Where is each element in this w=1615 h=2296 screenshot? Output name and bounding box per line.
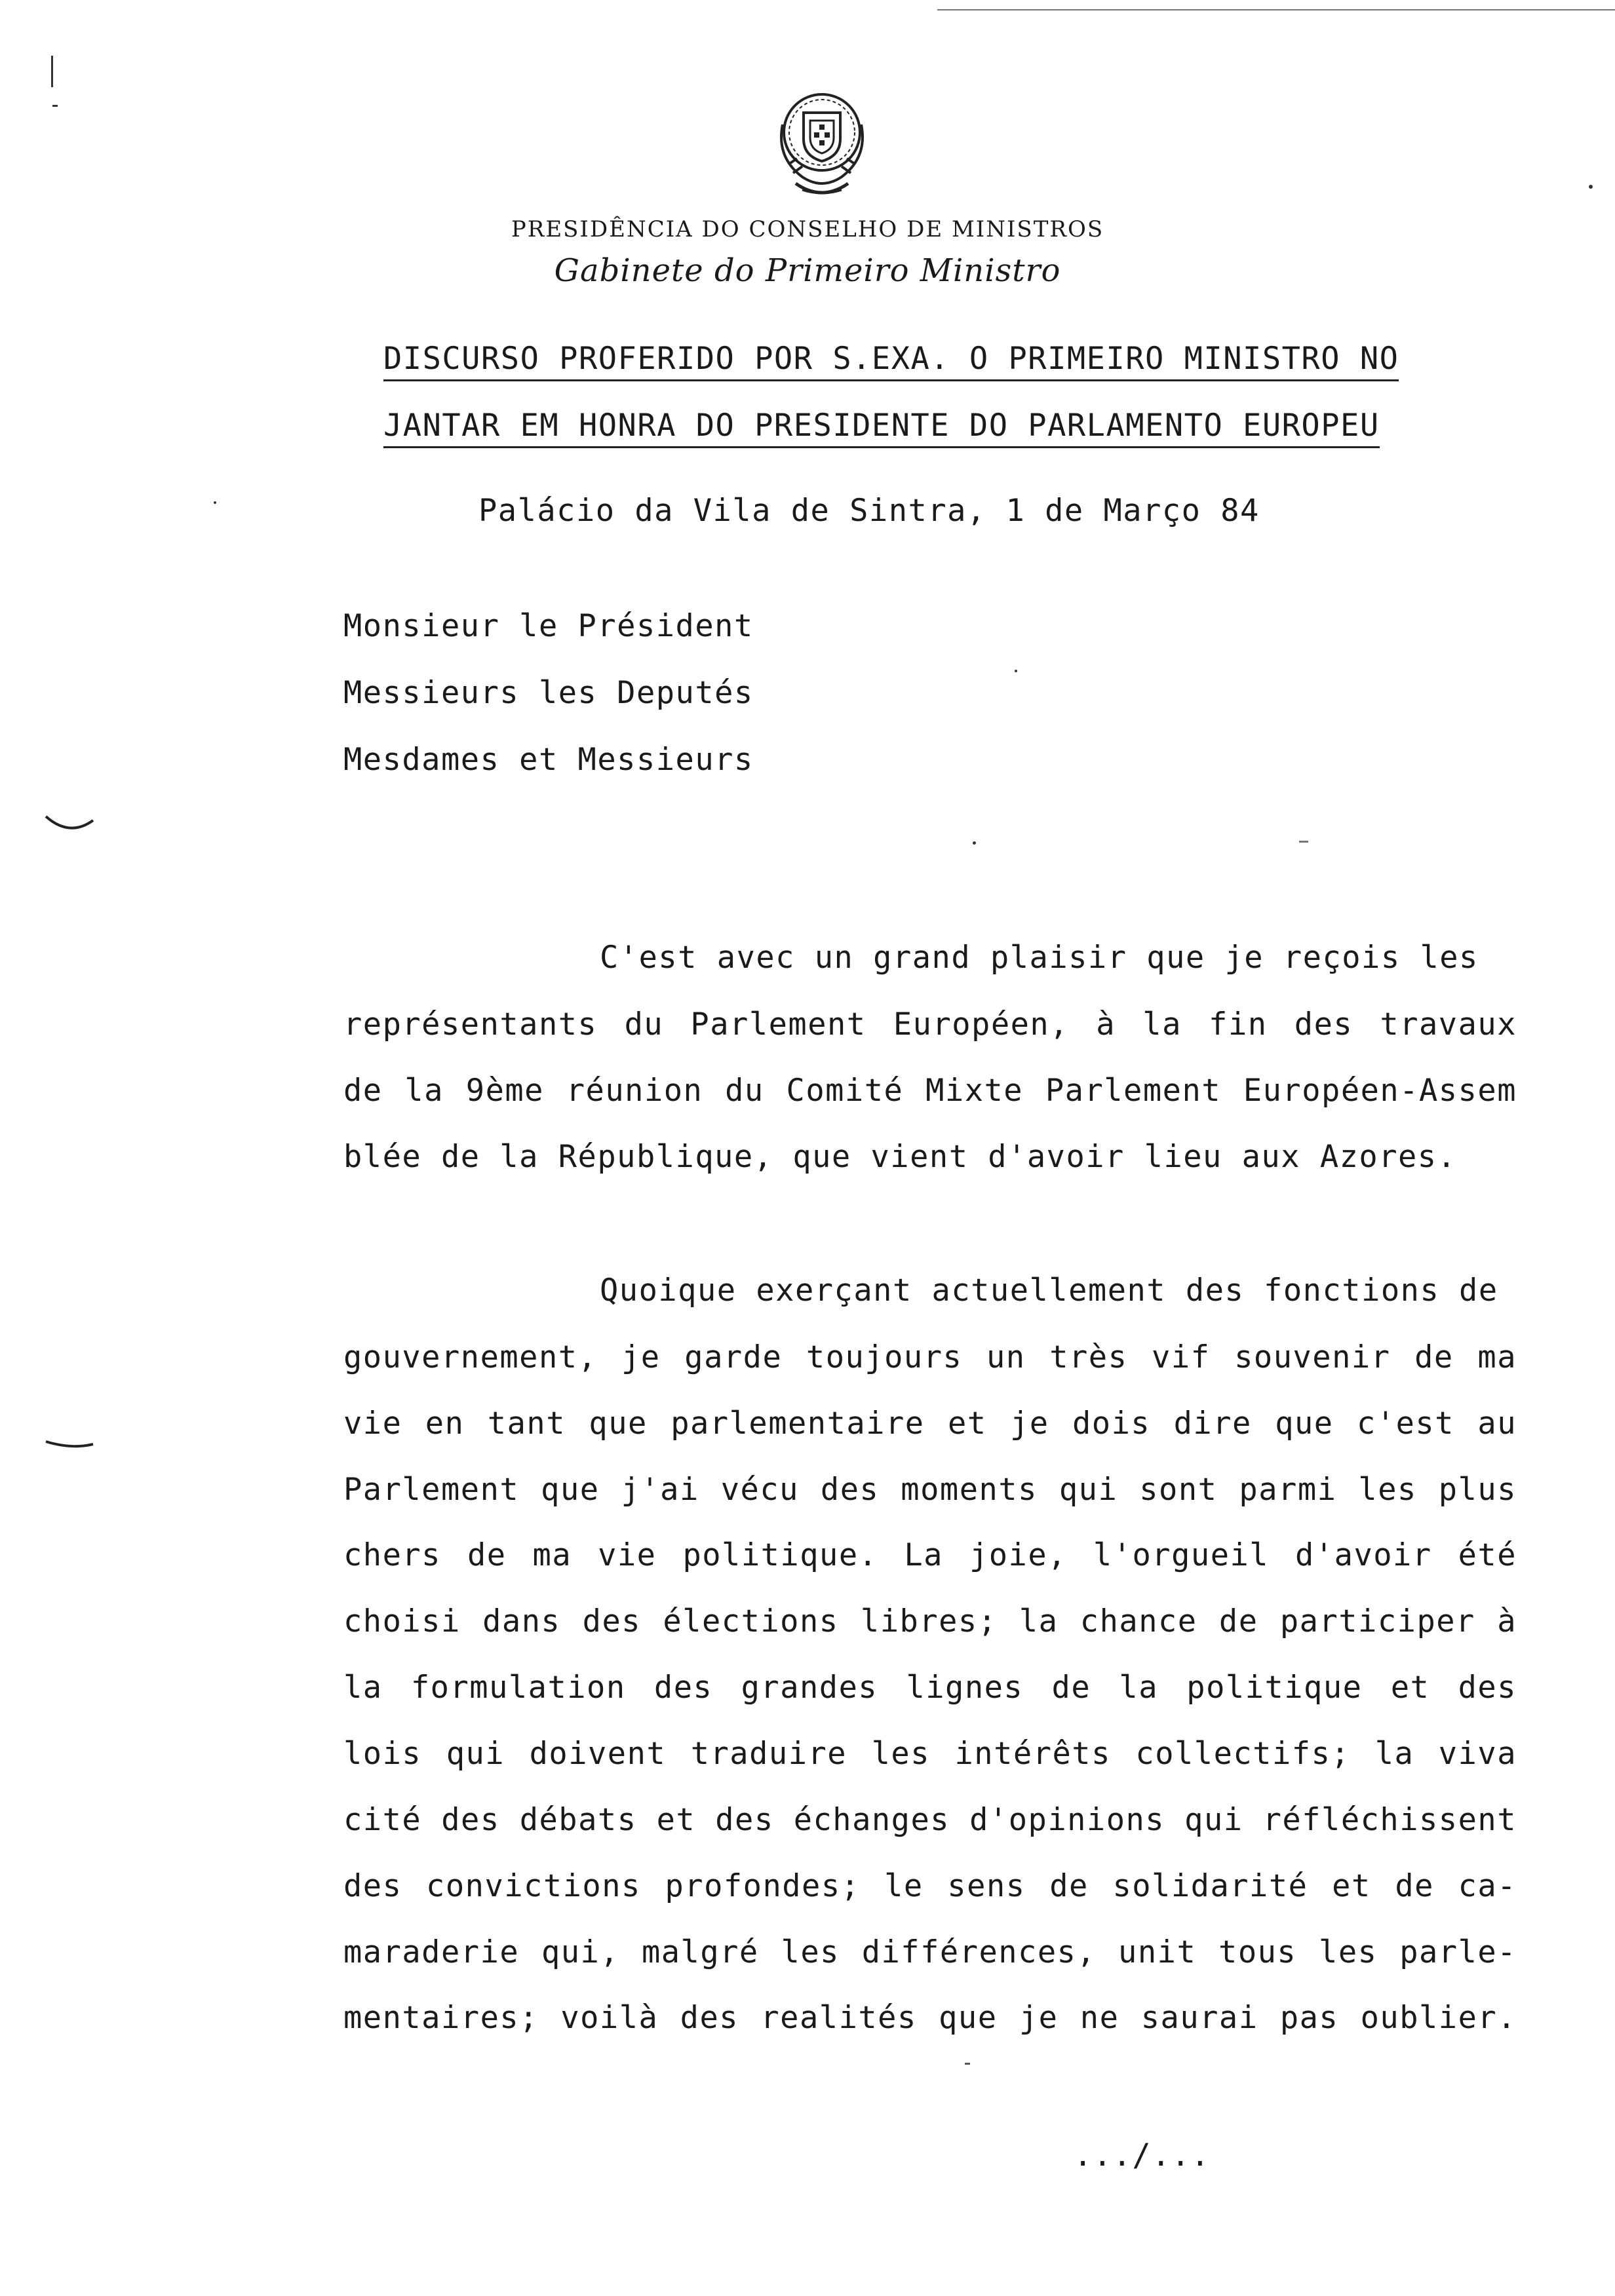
paragraph-line: représentants du Parlement Européen, à la fin des travaux (343, 1006, 1517, 1043)
salutation-line: Monsieur le Président (343, 608, 754, 644)
scan-speck (1299, 841, 1308, 843)
paragraph-line: maraderie qui, malgré les différences, unit tous les parle- (343, 1934, 1517, 1970)
place-and-date: Palácio da Vila de Sintra, 1 de Março 84 (478, 493, 1260, 529)
scan-speck (1589, 185, 1593, 189)
page-continuation-marker: .../... (1074, 2137, 1211, 2173)
office-subheading: Gabinete do Primeiro Ministro (554, 252, 1061, 289)
paragraph-line: choisi dans des élections libres; la chance de participer à (343, 1603, 1517, 1639)
paragraph-line: Quoique exerçant actuellement des fonctions de (600, 1272, 1498, 1309)
scan-edge-line (937, 9, 1615, 10)
scan-speck (214, 501, 216, 504)
paragraph-line: C'est avec un grand plaisir que je reçois les (600, 940, 1479, 976)
speech-title-line-1: DISCURSO PROFERIDO POR S.EXA. O PRIMEIRO MINISTRO NO (383, 341, 1399, 381)
margin-mark (52, 105, 58, 107)
salutation-line: Mesdames et Messieurs (343, 742, 754, 778)
paragraph-line: de la 9ème réunion du Comité Mixte Parlement Européen-Assem (343, 1073, 1517, 1109)
scan-speck (1015, 670, 1017, 672)
scan-speck (973, 841, 976, 845)
portuguese-coat-of-arms-emblem (763, 85, 881, 203)
paragraph-line: chers de ma vie politique. La joie, l'orgueil d'avoir été (343, 1537, 1517, 1573)
organization-heading: PRESIDÊNCIA DO CONSELHO DE MINISTROS (511, 216, 1104, 242)
paragraph-line: lois qui doivent traduire les intérêts collectifs; la viva (343, 1736, 1517, 1772)
paragraph-line: des convictions profondes; le sens de solidarité et de ca- (343, 1868, 1517, 1904)
binding-hole-mark (43, 1427, 96, 1453)
paragraph-line: blée de la République, que vient d'avoir lieu aux Azores. (343, 1139, 1457, 1175)
paragraph-line: Parlement que j'ai vécu des moments qui sont parmi les plus (343, 1472, 1517, 1508)
paragraph-line: gouvernement, je garde toujours un très vif souvenir de ma (343, 1339, 1517, 1375)
margin-mark (51, 56, 53, 87)
paragraph-line: cité des débats et des échanges d'opinions qui réfléchissent (343, 1802, 1517, 1838)
binding-hole-mark (43, 813, 96, 839)
paragraph-line: vie en tant que parlementaire et je dois dire que c'est au (343, 1406, 1517, 1442)
paragraph-line: mentaires; voilà des realités que je ne saurai pas oublier. (343, 2000, 1517, 2036)
speech-title-line-2: JANTAR EM HONRA DO PRESIDENTE DO PARLAMENTO EUROPEU (383, 408, 1380, 448)
paragraph-line: la formulation des grandes lignes de la politique et des (343, 1670, 1517, 1706)
salutation-line: Messieurs les Deputés (343, 675, 754, 711)
scan-speck (965, 2063, 970, 2065)
